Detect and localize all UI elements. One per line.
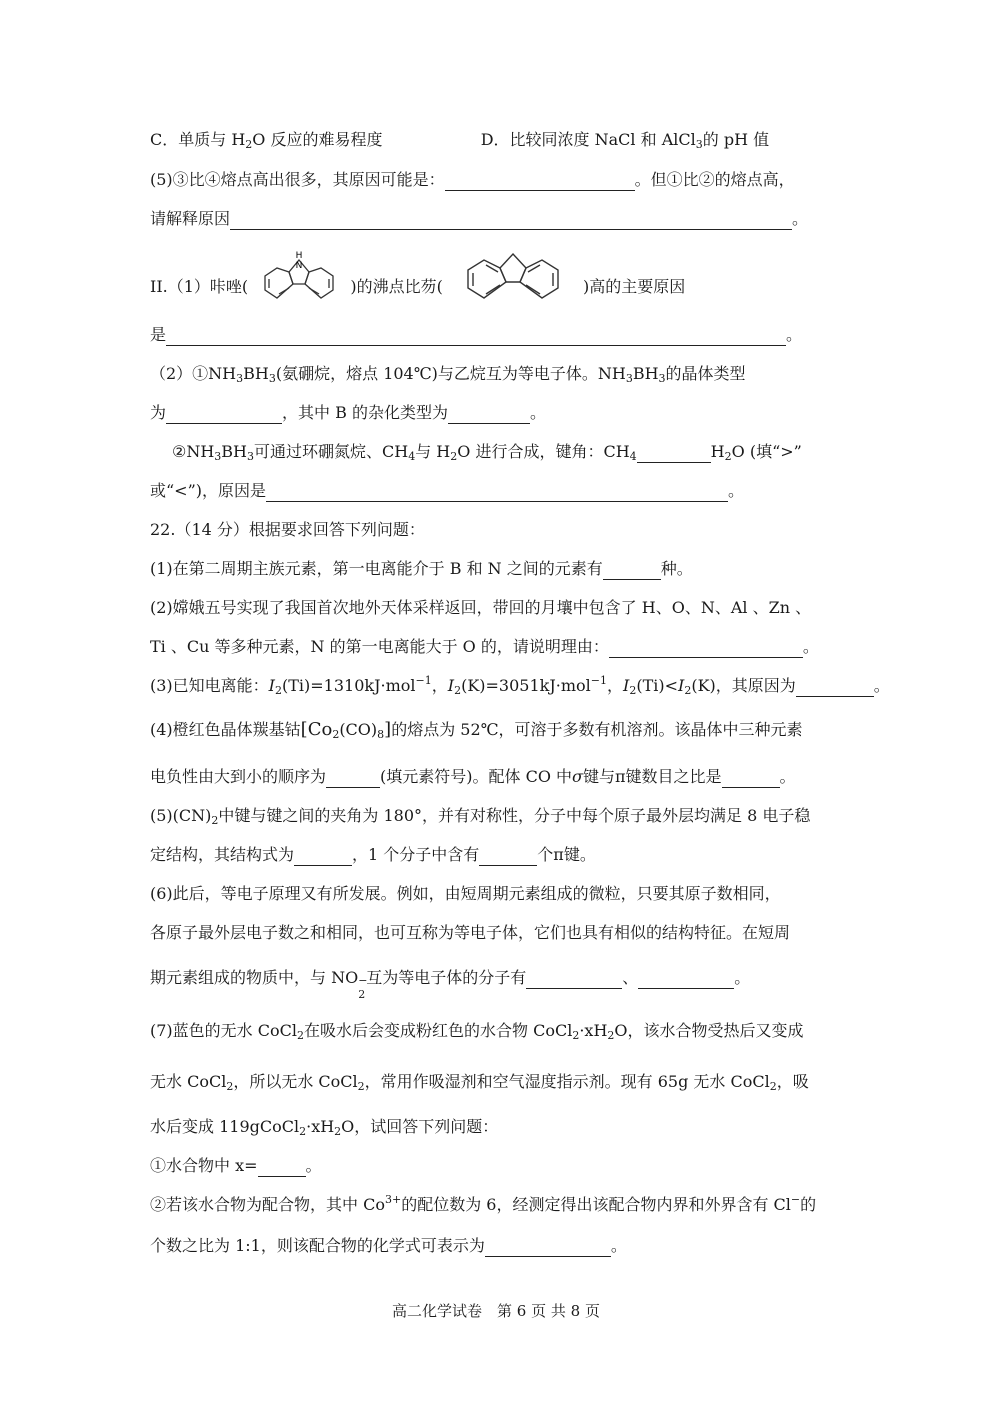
answer-blank[interactable] [526, 970, 622, 989]
q22-7-sub2-cont-line: 个数之比为 1:1，则该配合物的化学式可表示为 。 [150, 1236, 627, 1255]
part-ii-question-1: II.（1）咔唑( H N )的沸点比芴( )高的主要原因 [150, 248, 685, 327]
carbazole-nh-label: H [295, 251, 303, 261]
q22-7-sub2-line: ②若该水合物为配合物，其中 $Co^{3+}$的配位数为 6，经测定得出该配合物内界和外界含有 Cl−的 [150, 1193, 817, 1214]
main-reason-line: 是 。 [150, 325, 803, 344]
q22-7-line: (7)蓝色的无水 CoCl$_2$在吸水后会变成粉红色的水合物 $CoCl_2\cdot xH_2O$，该水合物受热后又变成 [150, 1021, 804, 1042]
answer-blank[interactable] [485, 1238, 611, 1257]
q22-5-line: $(5)(CN)_2$中键与键之间的夹角为 180°，并有对称性，分子中每个原子最外层均满足 8 电子稳 [150, 806, 811, 827]
q22-7-sub1-line: ①水合物中 x= 。 [150, 1156, 322, 1175]
option-c-line: C．单质与 $H_2O$ 反应的难易程度 D．比较同浓度 NaCl 和 AlCl$_3$的 pH 值 [150, 130, 770, 151]
q22-4-line: (4)橙红色晶体羰基钴$[Co_2(CO)_8]$的熔点为 52℃，可溶于多数有机溶剂。该晶体中三种元素 [150, 719, 803, 741]
answer-blank[interactable] [479, 847, 537, 866]
answer-blank[interactable] [637, 444, 711, 463]
answer-blank[interactable] [266, 483, 728, 502]
carbazole-structure [253, 248, 345, 327]
answer-blank[interactable] [445, 172, 635, 191]
q22-6-answer-line: 期元素组成的物质中，与 NO − 2 互为等电子体的分子有 、 。 [150, 968, 751, 1001]
explain-reason-line: 请解释原因 。 [150, 209, 809, 228]
page-footer: 高二化学试卷 第 6 页 共 8 页 [392, 1302, 600, 1320]
bond-angle-line: $②NH_3BH_3$可通过环硼氮烷、$CH_4$与 $H_2O$ 进行合成，键角：$CH_4$ $H_2O$ (填“>” [172, 442, 802, 463]
q22-6-line: (6)此后，等电子原理又有所发展。例如，由短周期元素组成的微粒，只要其原子数相同， [150, 884, 781, 903]
q22-2-line: (2)嫦娥五号实现了我国首次地外天体采样返回，带回的月壤中包含了 H、O、N、Al 、Zn 、 [150, 598, 812, 617]
q22-1-line: (1)在第二周期主族元素，第一电离能介于 B 和 N 之间的元素有 种。 [150, 559, 693, 578]
q22-3-line: (3)已知电离能：$I_2(Ti)=1310kJ\cdot mol^{-1}$，$I_2(K)=3051kJ\cdot mol^{-1}$，$I_2(Ti)<I_2(K)$，其原因为 。 [150, 674, 890, 697]
question-2-line: $(2)①NH_3BH_3$(氨硼烷，熔点 104℃)与乙烷互为等电子体。$NH_3BH_3$的晶体类型 [150, 364, 746, 385]
answer-blank[interactable] [638, 970, 734, 989]
answer-blank[interactable] [230, 211, 792, 230]
answer-blank[interactable] [326, 769, 380, 788]
q22-5-cont-line: 定结构，其结构式为 ，1 个分子中含有 个π键。 [150, 845, 596, 864]
answer-blank[interactable] [448, 405, 530, 424]
answer-blank[interactable] [722, 769, 780, 788]
q22-4-cont-line: 电负性由大到小的顺序为 (填元素符号)。配体 CO 中σ键与π键数目之比是 。 [150, 767, 796, 786]
question-5-line: (5)③比④熔点高出很多，其原因可能是： 。但①比②的熔点高， [150, 170, 795, 189]
answer-blank[interactable] [294, 847, 352, 866]
fluorene-structure [448, 248, 578, 327]
q22-7-cont2-line: 水后变成 $119gCoCl_2\cdot xH_2O$，试回答下列问题： [150, 1117, 499, 1138]
answer-blank[interactable] [166, 405, 282, 424]
q22-6-cont-line: 各原子最外层电子数之和相同，也可互称为等电子体，它们也具有相似的结构特征。在短周 [150, 923, 791, 942]
q22-2-cont-line: Ti 、Cu 等多种元素，N 的第一电离能大于 O 的，请说明理由： 。 [150, 637, 819, 656]
answer-blank[interactable] [166, 327, 786, 346]
crystal-type-line: 为 ，其中 B 的杂化类型为 。 [150, 403, 546, 422]
answer-blank[interactable] [258, 1158, 306, 1177]
q22-7-cont-line: 无水 CoCl$_2$，所以无水 CoCl$_2$，常用作吸湿剂和空气湿度指示剂。现有 65g 无水 CoCl$_2$，吸 [150, 1072, 809, 1093]
answer-blank[interactable] [796, 678, 874, 697]
question-22-heading: 22.（14 分）根据要求回答下列问题： [150, 520, 425, 539]
bond-angle-reason-line: 或“<”)，原因是 。 [150, 481, 745, 500]
answer-blank[interactable] [603, 561, 661, 580]
carbazole-n-label: N [295, 261, 303, 271]
answer-blank[interactable] [609, 639, 803, 658]
